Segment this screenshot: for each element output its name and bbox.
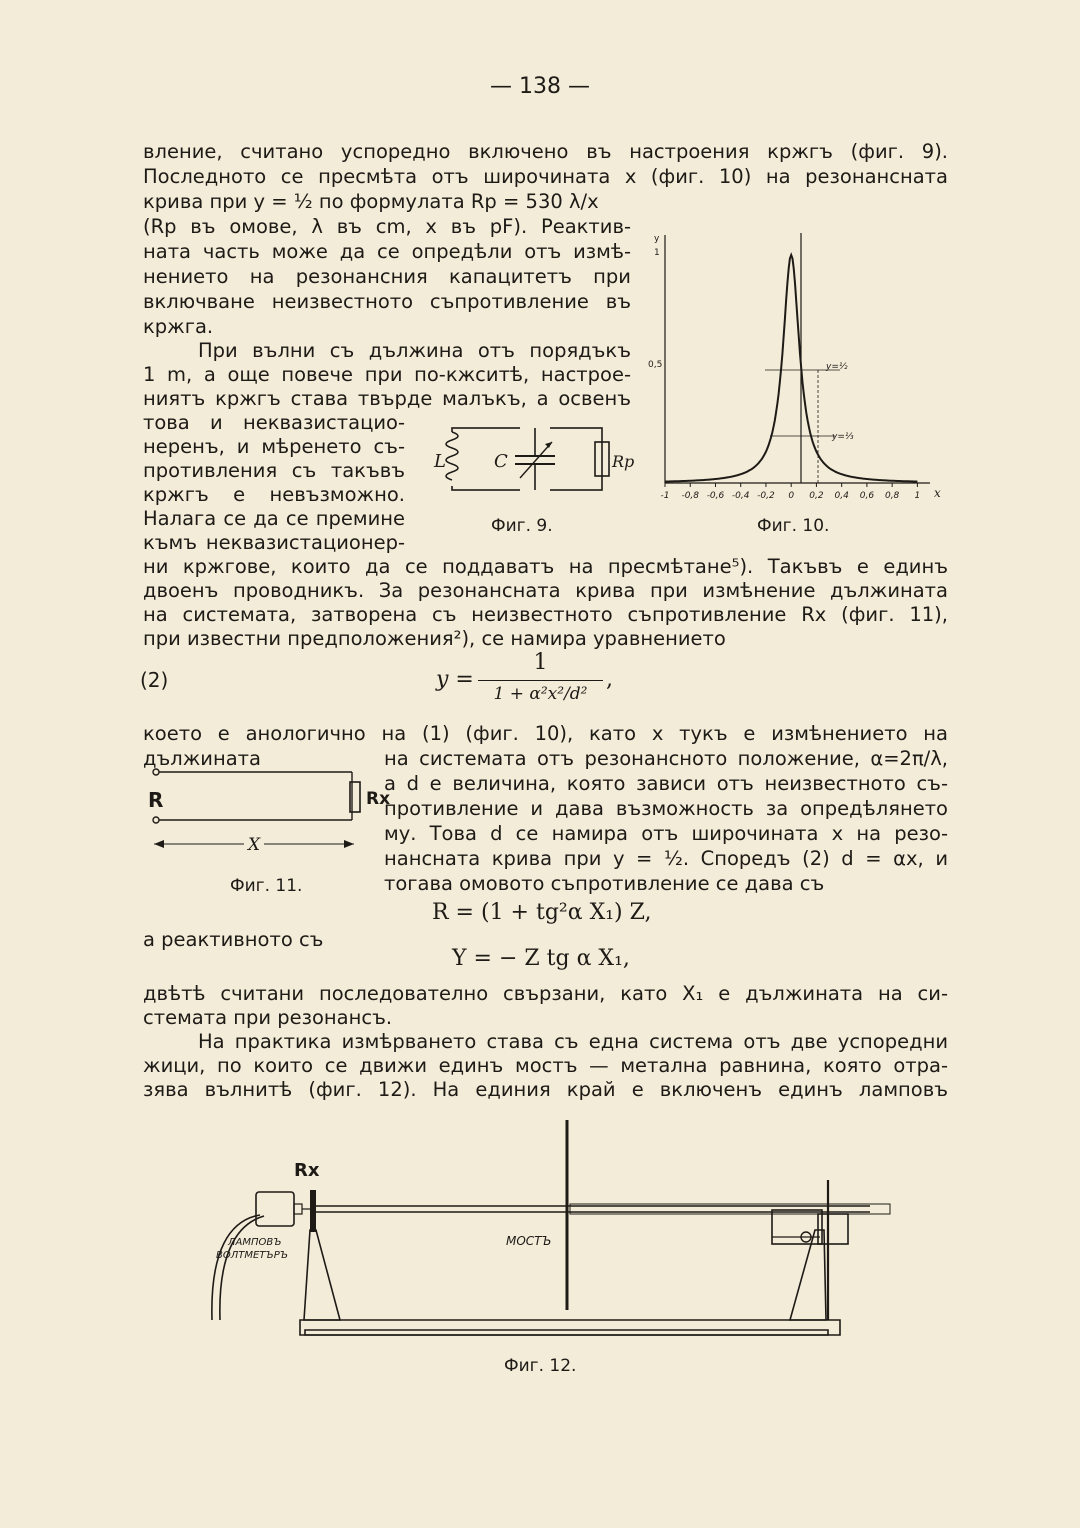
label-X: X <box>248 835 261 855</box>
terminal <box>153 817 159 823</box>
x-tick-label: -0,8 <box>681 491 700 501</box>
text-line: противление и дава възможность за опредѣлянето <box>384 797 948 820</box>
text-line: а d е величина, която зависи отъ неизвестното съ- <box>384 772 948 795</box>
text-line: това и неквазистацио- <box>143 411 405 434</box>
text-line: къмъ неквазистационер- <box>143 531 405 554</box>
x-tick-label: 0 <box>788 491 795 501</box>
text-line: което е анологично на (1) (фиг. 10), като x тукъ е измѣнението на дължината <box>143 722 948 770</box>
fig9-caption: Фиг. 9. <box>491 516 553 536</box>
slider-carriage <box>772 1210 822 1244</box>
label-bridge: МОСТЪ <box>506 1234 552 1248</box>
text-line: противления съ такъвъ <box>143 459 405 482</box>
fig9-circuit-diagram <box>430 420 635 500</box>
inductor-coil <box>444 432 462 486</box>
text-line: а реактивното съ <box>143 928 324 951</box>
label-voltmeter: ЛАМПОВЪ <box>228 1237 282 1248</box>
voltmeter-cable <box>212 1215 260 1320</box>
label-L: L <box>434 451 446 472</box>
text-line: 1 m, а още повече при по-кжситѣ, настрое- <box>143 363 631 386</box>
text-line: неренъ, и мѣренето съ- <box>143 435 405 458</box>
x-tick-label: 0,6 <box>859 491 875 501</box>
fig10-resonance-chart <box>640 225 945 510</box>
equation-denominator: 1 + α²x²/d² <box>493 684 588 704</box>
x-tick-label: 0,8 <box>884 491 900 501</box>
fig11-caption: Фиг. 11. <box>230 876 303 896</box>
text-line: На практика измѣрването става съ една система отъ две успоредни <box>198 1030 948 1053</box>
text-line: на системата, затворена съ неизвестното съпротивление Rx (фиг. 11), <box>143 603 948 626</box>
fig10-caption: Фиг. 10. <box>757 516 830 536</box>
base-board <box>300 1320 840 1335</box>
text-line: (Rp въ омове, λ въ cm, x въ pF). Реактив- <box>143 215 631 238</box>
capacitor <box>515 426 555 492</box>
label-R: R <box>148 788 164 812</box>
y-label-05: 0,5 <box>648 360 663 370</box>
x-tick-label: -1 <box>660 491 670 501</box>
equation-lhs: y = <box>436 667 474 692</box>
text-line: нансната крива при y = ½. Споредъ (2) d = αx, и <box>384 847 948 870</box>
text-line: тогава омовото съпротивление се дава съ <box>384 872 825 895</box>
text-line: Налага се да се премине <box>143 507 405 530</box>
fig11-line-diagram <box>140 760 391 860</box>
resonance-curve <box>665 255 917 482</box>
text-line: вление, считано успоредно включено въ настроения кржгъ (фиг. 9). <box>143 140 948 163</box>
text-line: стемата при резонансъ. <box>143 1006 393 1029</box>
text-line: на системата отъ резонансното положение, α=2π/λ, <box>384 747 948 770</box>
text-line: При вълни съ дължина отъ порядъкъ <box>198 339 631 362</box>
label-Rx: Rx <box>294 1160 320 1181</box>
fig12-apparatus-drawing <box>200 1120 900 1345</box>
text-line: Последното се пресмѣта отъ широчината x (фиг. 10) на резонансната <box>143 165 948 188</box>
equation-Y: Y = − Z tg α X₁, <box>452 946 630 971</box>
label-Rp: Rp <box>612 452 635 471</box>
terminal <box>153 769 159 775</box>
x-tick-label: 0,2 <box>809 491 824 501</box>
equation-R: R = (1 + tg²α X₁) Z, <box>432 900 652 925</box>
x-tick-label: 0,4 <box>834 491 849 501</box>
x-tick-label: -0,2 <box>757 491 775 501</box>
text-line: двоенъ проводникъ. За резонансната крива при измѣнение дължината <box>143 579 948 602</box>
x-tick-labels <box>661 483 921 501</box>
text-line: му. Това d се намира отъ широчината x на резо- <box>384 822 948 845</box>
left-support <box>304 1230 340 1320</box>
text-line: кржга. <box>143 315 214 338</box>
annotation-y-half: y=½ <box>826 362 848 372</box>
x-tick-label: -0,6 <box>706 491 725 501</box>
y-axis-label: y <box>654 234 660 244</box>
text-line: зява вълнитѣ (фиг. 12). На единия край е включенъ единъ ламповъ <box>143 1078 948 1101</box>
x-axis-label: x <box>934 486 941 500</box>
text-line: крива при y = ½ по формулата Rp = 530 λ/x <box>143 190 599 213</box>
text-line: ниятъ кржгъ става твърде малъкъ, а освенъ <box>143 387 631 410</box>
resistor-rx <box>310 1190 316 1232</box>
text-line: ни кржгове, които да се поддаватъ на пресмѣтане⁵). Такъвъ е единъ <box>143 555 948 578</box>
equation-comma: , <box>606 667 613 692</box>
text-line: нението на резонансния капацитетъ при <box>143 265 631 288</box>
text-line: двѣтѣ считани последователно свързани, като X₁ е дължината на си- <box>143 982 948 1005</box>
page-number: — 138 — <box>490 74 590 99</box>
equation-numerator: 1 <box>533 650 548 675</box>
fraction-bar <box>478 680 603 681</box>
x-tick-label: 1 <box>914 491 921 501</box>
annotation-y-third: y=⅓ <box>832 432 854 442</box>
y-label-1: 1 <box>654 248 660 258</box>
x-tick-label: -0,4 <box>731 491 750 501</box>
tube-voltmeter <box>256 1192 294 1226</box>
equation-label: (2) <box>140 668 169 692</box>
label-voltmeter: ВОЛТМЕТЪРЪ <box>216 1250 289 1261</box>
fig12-caption: Фиг. 12. <box>504 1356 577 1376</box>
text-line: включване неизвестното съпротивление въ <box>143 290 631 313</box>
text-line: ната часть може да се опредѣли отъ измѣ- <box>143 240 631 263</box>
text-line: при известни предположения²), се намира уравнението <box>143 627 726 650</box>
text-line: жици, по които се движи единъ мостъ — метална равнина, която отра- <box>143 1054 948 1077</box>
label-Rx: Rx <box>366 789 391 809</box>
label-C: C <box>494 451 508 472</box>
text-line: кржгъ е невъзможно. <box>143 483 405 506</box>
